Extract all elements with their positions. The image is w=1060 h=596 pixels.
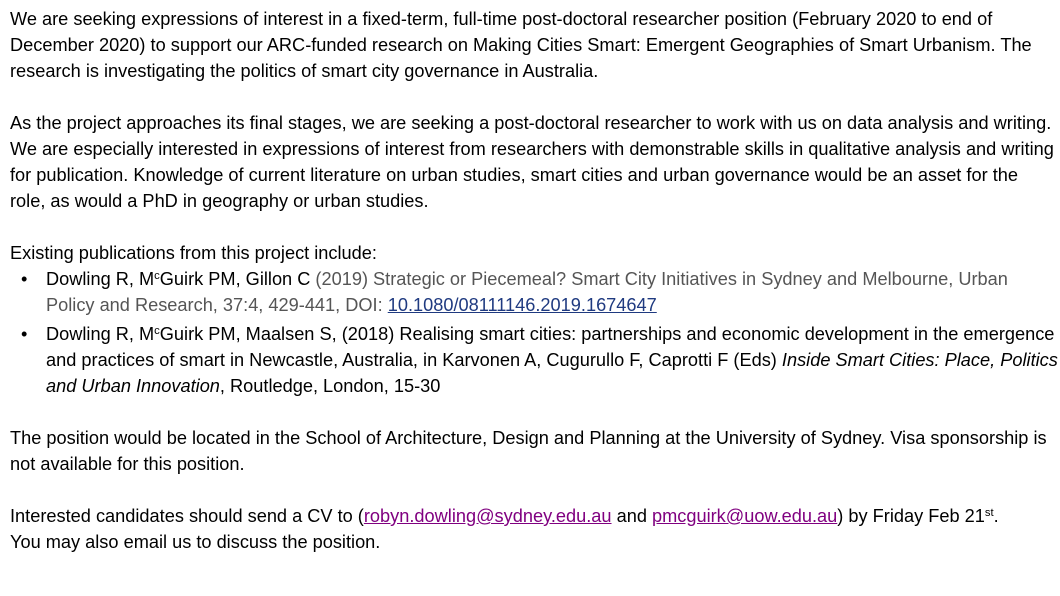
job-posting-document xyxy=(10,6,1058,581)
email-link-dowling[interactable]: robyn.dowling@sydney.edu.au xyxy=(363,506,612,526)
publication-publisher: , Routledge, London, 15-30 xyxy=(219,376,441,396)
contact-paragraph xyxy=(10,503,1058,555)
contact-text: . xyxy=(993,506,999,526)
role-description-paragraph: As the project approaches its final stages, we are seeking a post-doctoral researcher to work with us on data analysis and writing. We are especially interested in expressions of interest from researchers with demonstrable skills in qualitative analysis and writing for publication. Knowledge of current literature on urban studies, smart cities and urban governance would be an asset for the role, as would a PhD in geography or urban studies. xyxy=(10,113,1054,211)
publication-authors-sup: c xyxy=(154,324,160,337)
publication-details: Guirk PM, Maalsen S, (2018) Realising smart cities: partnerships and economic development in the emergence and practices of smart in Newcastle, Australia, in Karvonen A, Cugurullo F, Caprotti F (Eds) xyxy=(46,324,1055,370)
contact-deadline: ) by Friday Feb 21 xyxy=(837,506,985,526)
publication-details: (2019) Strategic or Piecemeal? Smart City Initiatives in Sydney and Melbourne, Urban Policy and Research, 37:4, 429-441, DOI: xyxy=(46,269,1008,315)
contact-discuss-line: You may also email us to discuss the position. xyxy=(10,532,381,552)
location-paragraph: The position would be located in the School of Architecture, Design and Planning at the University of Sydney. Visa sponsorship is not available for this position. xyxy=(10,428,1047,474)
publication-item xyxy=(21,321,1058,399)
publication-book-title: Inside Smart Cities: Place, Politics and Urban Innovation xyxy=(46,350,1058,396)
intro-paragraph: We are seeking expressions of interest in a fixed-term, full-time post-doctoral researcher position (February 2020 to end of December 2020) to support our ARC-funded research on Making Cities Smart: Emergent Geographies of Smart Urbanism. The research is investigating the politics of smart city governance in Australia. xyxy=(10,9,1032,81)
contact-text: and xyxy=(611,506,652,526)
doi-link[interactable]: 10.1080/08111146.2019.1674647 xyxy=(387,295,657,315)
publication-authors-cont: Guirk PM, Gillon C xyxy=(159,269,311,289)
deadline-ordinal-sup: st xyxy=(984,506,994,519)
bullet-icon: • xyxy=(21,269,28,289)
publications-intro: Existing publications from this project include: xyxy=(10,243,377,263)
publications-list xyxy=(10,266,1058,399)
publication-authors-sup: c xyxy=(154,269,160,282)
email-link-mcguirk[interactable]: pmcguirk@uow.edu.au xyxy=(651,506,838,526)
publication-authors: Dowling R, M xyxy=(46,269,155,289)
publication-authors: Dowling R, M xyxy=(46,324,155,344)
bullet-icon: • xyxy=(21,324,28,344)
contact-text: Interested candidates should send a CV to ( xyxy=(10,506,364,526)
publication-item xyxy=(21,266,1058,318)
